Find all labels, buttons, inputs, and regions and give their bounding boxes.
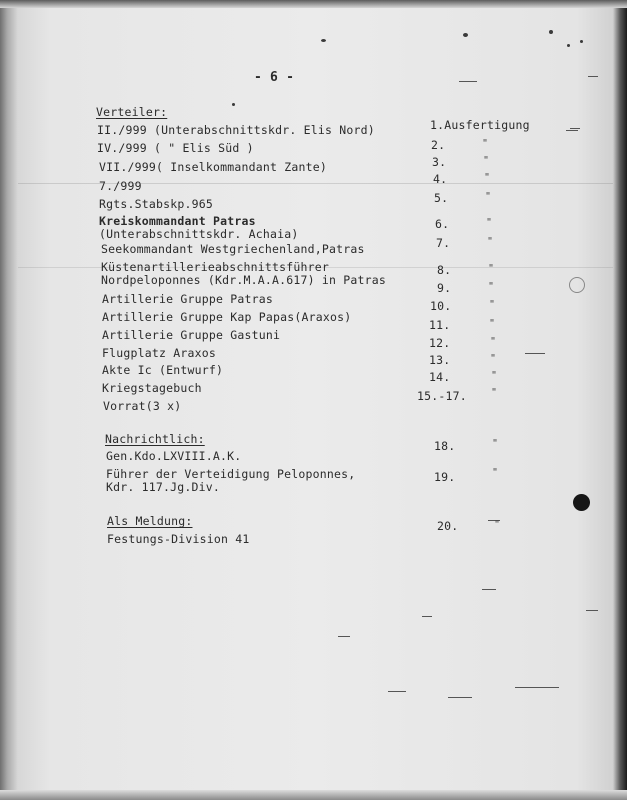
copy-number: 20.	[437, 519, 459, 533]
scan-edge-top	[0, 0, 627, 8]
scan-dash	[570, 128, 580, 129]
ditto-mark: "	[489, 318, 496, 329]
ditto-mark: "	[492, 467, 499, 478]
ditto-mark: "	[484, 172, 491, 183]
ditto-mark: "	[488, 281, 495, 292]
copy-number: 8.	[437, 263, 452, 277]
page-number: - 6 -	[254, 70, 295, 85]
distribution-row-label: Festungs-Division 41	[107, 532, 250, 546]
distribution-row-label: Kreiskommandant Patras	[99, 214, 256, 228]
scan-edge-bottom	[0, 790, 627, 800]
ditto-mark: "	[490, 336, 497, 347]
copy-number: 13.	[429, 353, 451, 367]
scan-dash	[482, 589, 496, 590]
scan-dash	[459, 81, 477, 82]
copy-number: 7.	[436, 236, 451, 250]
copy-number: 2.	[431, 138, 446, 152]
scan-speck	[567, 44, 570, 47]
copy-number: 14.	[429, 370, 451, 384]
scan-dash	[515, 687, 559, 688]
copy-number: 19.	[434, 470, 456, 484]
copy-number: 6.	[435, 217, 450, 231]
distribution-row-label: Artillerie Gruppe Kap Papas(Araxos)	[102, 310, 352, 324]
meldung-heading: Als Meldung:	[107, 514, 193, 528]
copy-number: 18.	[434, 439, 456, 453]
distribution-row-label: Führer der Verteidigung Peloponnes,	[106, 467, 356, 481]
distribution-row-label: Akte Ic (Entwurf)	[102, 363, 224, 377]
ditto-mark: "	[494, 519, 501, 530]
scan-speck	[580, 40, 583, 43]
ditto-mark: "	[485, 191, 492, 202]
copy-number: 15.-17.	[417, 389, 467, 403]
ditto-mark: "	[490, 353, 497, 364]
ditto-mark: "	[491, 370, 498, 381]
copy-number: 5.	[434, 191, 449, 205]
copy-number: 12.	[429, 336, 451, 350]
scan-edge-left	[0, 0, 18, 800]
copy-number: 11.	[429, 318, 451, 332]
distribution-row-sublabel: (Unterabschnittskdr. Achaia)	[99, 227, 299, 241]
scan-dash	[338, 636, 350, 637]
distribution-row-label: IV./999 ( " Elis Süd )	[97, 141, 254, 155]
scan-dash	[388, 691, 406, 692]
ink-blot	[573, 494, 590, 511]
distribution-row-label: Vorrat(3 x)	[103, 399, 182, 413]
punch-hole-mark	[569, 277, 585, 293]
distribution-row-label: Seekommandant Westgriechenland,Patras	[101, 242, 365, 256]
copy-number: 9.	[437, 281, 452, 295]
distribution-row-label: Flugplatz Araxos	[102, 346, 216, 360]
scan-dash	[525, 353, 545, 354]
copy-number: 4.	[433, 172, 448, 186]
ditto-mark: "	[489, 299, 496, 310]
nachrichtlich-heading: Nachrichtlich:	[105, 432, 205, 446]
ditto-mark: "	[491, 387, 498, 398]
ditto-mark: "	[486, 217, 493, 228]
distribution-row-label: Artillerie Gruppe Gastuni	[102, 328, 281, 342]
distribution-row-sublabel: Nordpeloponnes (Kdr.M.A.A.617) in Patras	[101, 273, 386, 287]
distribution-row-label: Rgts.Stabskp.965	[99, 197, 213, 211]
scan-speck	[463, 33, 468, 37]
distribution-row-label: Gen.Kdo.LXVIII.A.K.	[106, 449, 242, 463]
distribution-row-label: Küstenartillerieabschnittsführer	[101, 260, 329, 274]
ditto-mark: "	[483, 155, 490, 166]
ditto-mark: "	[487, 236, 494, 247]
distribution-row-sublabel: Kdr. 117.Jg.Div.	[106, 480, 220, 494]
distribution-row-label: 7./999	[99, 179, 142, 193]
scan-speck	[232, 103, 235, 106]
scan-edge-right	[613, 0, 627, 800]
scan-dash	[422, 616, 432, 617]
copy-number: 10.	[430, 299, 452, 313]
ditto-mark: "	[482, 138, 489, 149]
header-column-label: 1.Ausfertigung	[430, 118, 530, 132]
scan-speck	[549, 30, 553, 34]
scan-dash	[448, 697, 472, 698]
verteiler-heading: Verteiler:	[96, 105, 168, 119]
distribution-row-label: Kriegstagebuch	[102, 381, 202, 395]
distribution-row-label: Artillerie Gruppe Patras	[102, 292, 273, 306]
scan-dash	[566, 130, 578, 131]
distribution-row-label: II./999 (Unterabschnittskdr. Elis Nord)	[97, 123, 375, 137]
scan-speck	[321, 39, 326, 42]
ditto-mark: "	[488, 263, 495, 274]
scan-dash	[586, 610, 598, 611]
copy-number: 3.	[432, 155, 447, 169]
ditto-mark: "	[492, 438, 499, 449]
distribution-row-label: VII./999( Inselkommandant Zante)	[99, 160, 327, 174]
scan-dash	[588, 76, 598, 77]
